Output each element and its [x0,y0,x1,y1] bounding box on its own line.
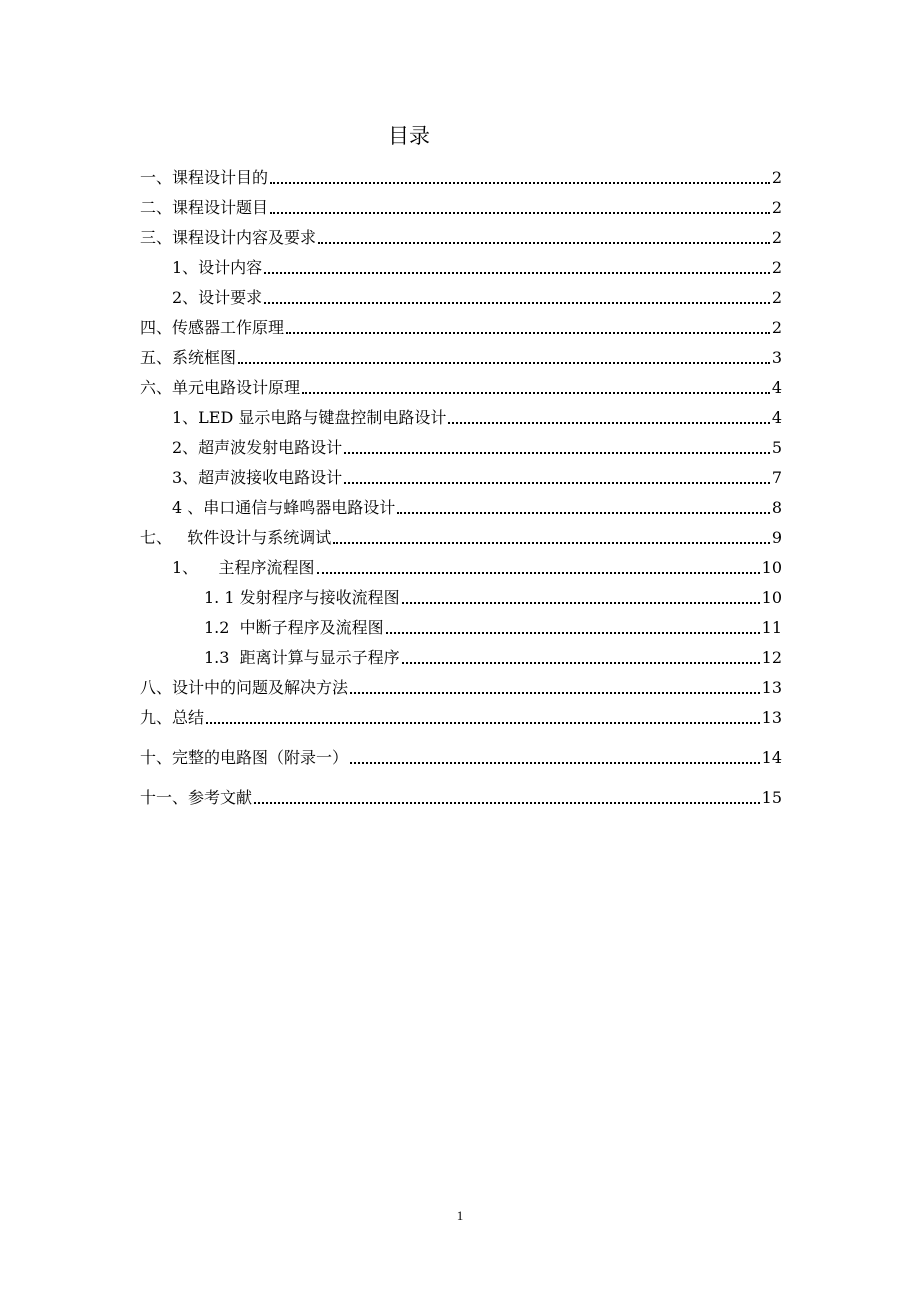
toc-leader-dots [264,301,770,304]
toc-entry-label: 三、课程设计内容及要求 [140,228,317,247]
toc-entry[interactable] [172,494,782,518]
toc-entry-page: 2 [771,318,782,337]
toc-entry-label: 3、超声波接收电路设计 [172,468,343,487]
toc-leader-dots [286,331,770,334]
toc-entry[interactable] [140,744,782,768]
toc-leader-dots [318,241,770,244]
toc-leader-dots [386,631,760,634]
toc-entry-label: 四、传感器工作原理 [140,318,285,337]
toc-entry-page: 5 [771,438,782,457]
toc-entry-label: 2、超声波发射电路设计 [172,438,343,457]
toc-entry-label: 1. 1 发射程序与接收流程图 [204,588,400,607]
toc-entry-label: 一、课程设计目的 [140,168,269,187]
toc-entry[interactable] [140,164,782,188]
toc-entry[interactable] [172,464,782,488]
toc-entry[interactable] [204,644,782,668]
toc-entry[interactable] [172,434,782,458]
toc-leader-dots [254,801,760,804]
toc-entry-page: 7 [771,468,782,487]
toc-leader-dots [270,181,770,184]
toc-entry-page: 4 [771,408,782,427]
toc-entry-label: 1、 主程序流程图 [172,558,315,577]
page-number: 1 [456,1208,464,1223]
toc-entry-page: 9 [771,528,782,547]
toc-leader-dots [344,451,770,454]
toc-entry-page: 13 [761,678,782,697]
toc-leader-dots [270,211,770,214]
toc-entry[interactable] [140,674,782,698]
toc-entry-label: 1.2 中断子程序及流程图 [204,618,384,637]
toc-leader-dots [448,421,769,424]
toc-leader-dots [333,541,770,544]
toc-entry-page: 15 [761,788,782,807]
toc-entry-label: 1.3 距离计算与显示子程序 [204,648,400,667]
toc-entry-page: 4 [771,378,782,397]
toc-entry-page: 2 [771,228,782,247]
toc-entry-page: 13 [761,708,782,727]
toc-entry-label: 九、总结 [140,708,205,727]
toc-entry[interactable] [172,554,782,578]
toc-leader-dots [238,361,770,364]
toc-entry-label: 1、LED 显示电路与键盘控制电路设计 [172,408,447,427]
toc-entry[interactable] [140,224,782,248]
toc-entry-label: 五、系统框图 [140,348,237,367]
toc-entry[interactable] [204,584,782,608]
toc-entry[interactable] [140,314,782,338]
toc-entry-page: 2 [771,288,782,307]
toc-entry-page: 2 [771,168,782,187]
toc-entry-page: 10 [761,588,782,607]
toc-entry-page: 8 [771,498,782,517]
toc-entry[interactable] [172,254,782,278]
toc-entry[interactable] [172,284,782,308]
toc-leader-dots [350,761,760,764]
toc-entry-page: 2 [771,258,782,277]
toc-entry-label: 二、课程设计题目 [140,198,269,217]
toc-entry[interactable] [204,614,782,638]
toc-entry[interactable] [140,524,782,548]
toc-leader-dots [206,721,760,724]
toc-leader-dots [317,571,760,574]
toc-entry-label: 八、设计中的问题及解决方法 [140,678,349,697]
toc-entry-label: 十一、参考文献 [140,788,253,807]
toc-entry-label: 七、 软件设计与系统调试 [140,528,332,547]
toc-entry-page: 3 [771,348,782,367]
toc-entry-label: 2、设计要求 [172,288,263,307]
toc-entry-page: 2 [771,198,782,217]
toc-leader-dots [402,601,760,604]
toc-entry[interactable] [140,344,782,368]
toc-leader-dots [264,271,770,274]
toc-title: 目录 [388,124,430,148]
toc-entry-page: 12 [761,648,782,667]
toc-leader-dots [350,691,760,694]
toc-leader-dots [397,511,770,514]
toc-entry[interactable] [140,374,782,398]
toc-entry[interactable] [140,784,782,808]
toc-entry-page: 11 [761,618,782,637]
toc-entry-label: 1、设计内容 [172,258,263,277]
toc-leader-dots [402,661,760,664]
toc-entry[interactable] [140,704,782,728]
toc-entry-label: 十、完整的电路图（附录一） [140,748,349,767]
toc-entry-label: 4 、串口通信与蜂鸣器电路设计 [172,498,396,517]
toc-entry-page: 14 [761,748,782,767]
toc-leader-dots [302,391,770,394]
toc-entry[interactable] [140,194,782,218]
toc-entry-page: 10 [761,558,782,577]
toc-entry[interactable] [172,404,782,428]
toc-entry-label: 六、单元电路设计原理 [140,378,301,397]
toc-leader-dots [344,481,770,484]
